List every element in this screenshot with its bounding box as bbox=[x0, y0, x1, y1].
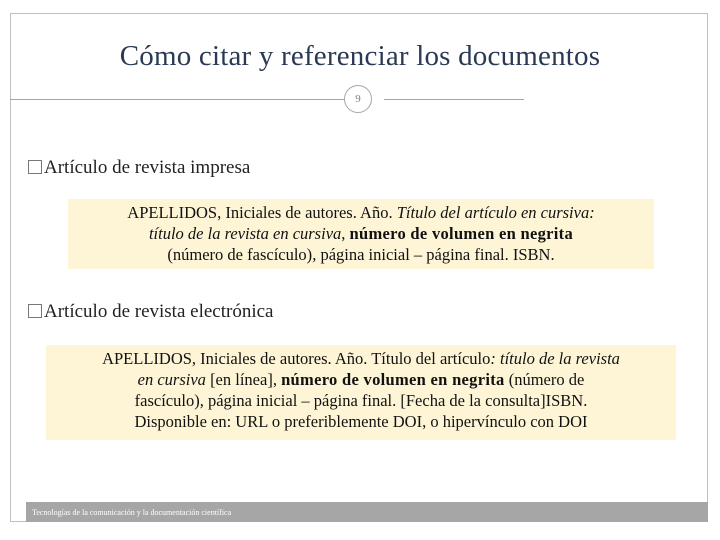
citation-run: APELLIDOS, Iniciales de autores. Año. bbox=[127, 203, 397, 222]
citation-line bbox=[68, 244, 654, 265]
citation-run: Disponible en: URL o preferiblemente DOI, o hipervínculo con DOI bbox=[134, 412, 588, 431]
title-divider-right bbox=[384, 99, 524, 100]
footer-text: Tecnologías de la comunicación y la documentación científica bbox=[32, 508, 232, 517]
citation-run: página inicial – página final. [Fecha de la consulta]ISBN. bbox=[203, 391, 588, 410]
citation-run: fascículo) bbox=[134, 391, 200, 410]
citation-box-electronic bbox=[46, 345, 676, 440]
citation-line bbox=[46, 411, 676, 432]
citation-run: título de la revista en cursiva bbox=[148, 224, 342, 243]
citation-run: número de volumen en negrita bbox=[349, 224, 574, 243]
page-number-badge: 9 bbox=[344, 85, 372, 113]
citation-run: Título del artículo en cursiva: bbox=[396, 203, 595, 222]
citation-run: APELLIDOS, Iniciales de autores. Año. Título del artículo bbox=[102, 349, 491, 368]
citation-run: [en línea], bbox=[205, 370, 282, 389]
section-heading-print bbox=[28, 157, 250, 179]
section-heading-print-label: Artículo de revista impresa bbox=[44, 157, 251, 178]
citation-line bbox=[46, 369, 676, 390]
citation-run: página inicial – página final. ISBN. bbox=[316, 245, 555, 264]
citation-run: número de volumen en negrita bbox=[281, 370, 505, 389]
citation-line bbox=[68, 223, 654, 244]
square-bullet-icon bbox=[28, 304, 42, 318]
citation-line bbox=[68, 202, 654, 223]
citation-run: , bbox=[312, 245, 317, 264]
citation-box-print bbox=[68, 199, 654, 269]
citation-run: (número de bbox=[504, 370, 585, 389]
citation-run: : título de la revista bbox=[490, 349, 620, 368]
citation-run: en cursiva bbox=[137, 370, 206, 389]
footer-bar bbox=[26, 502, 708, 522]
citation-run: (número de fascículo) bbox=[167, 245, 313, 264]
slide-title: Cómo citar y referenciar los documentos bbox=[119, 40, 601, 72]
citation-line bbox=[46, 348, 676, 369]
citation-run: , bbox=[341, 224, 350, 243]
section-heading-electronic bbox=[28, 301, 273, 323]
citation-run: , bbox=[199, 391, 204, 410]
section-heading-electronic-label: Artículo de revista electrónica bbox=[44, 301, 274, 322]
square-bullet-icon bbox=[28, 160, 42, 174]
citation-line bbox=[46, 390, 676, 411]
title-divider-left bbox=[10, 99, 345, 100]
